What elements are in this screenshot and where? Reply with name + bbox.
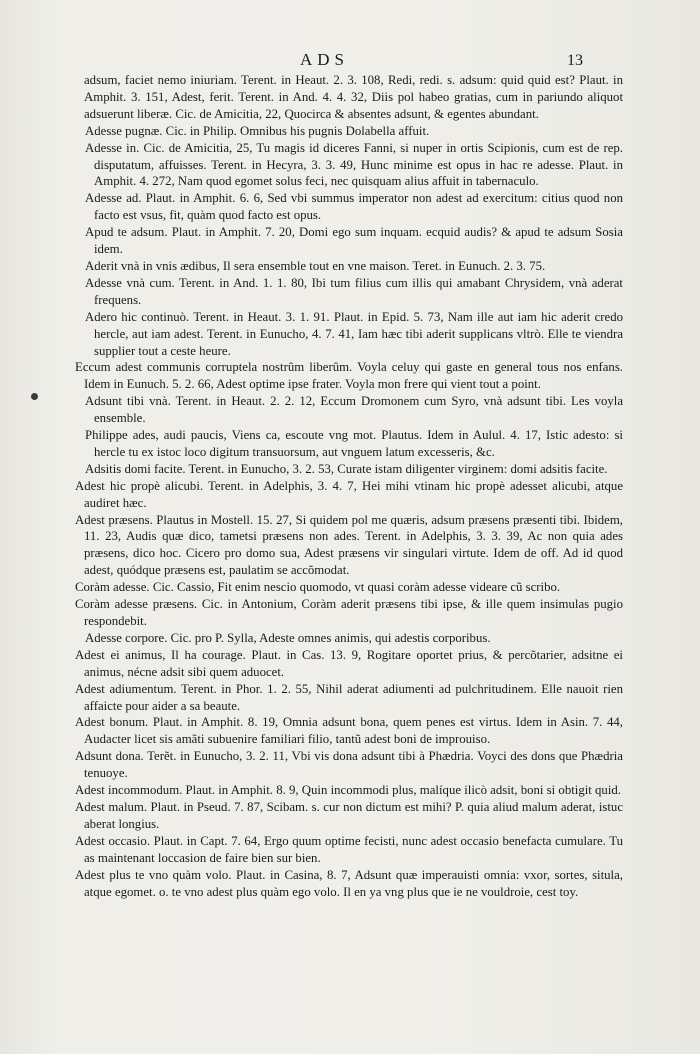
running-head [0, 50, 700, 74]
dictionary-entry: Coràm adesse præsens. Cic. in Antonium, Coràm aderit præsens tibi ipse, & ille quem insimulas pugio respondebit. [75, 597, 623, 628]
dictionary-entry: Apud te adsum. Plaut. in Amphit. 7. 20, Domi ego sum inquam. ecquid audis? & apud te adsum Sosia idem. [85, 225, 623, 257]
dictionary-entry: Adesse vnà cum. Terent. in And. 1. 1. 80, Ibi tum filius cum illis qui amabant Chrysidem, vnà aderat frequens. [85, 275, 623, 307]
dictionary-entry: Adest hic propè alicubi. Terent. in Adelphis, 3. 4. 7, Hei mihi vtinam hic propè adesset alicubi, atque audiret hæc. [75, 478, 623, 510]
dictionary-entry: Adest adiumentum. Terent. in Phor. 1. 2. 55, Nihil aderat adiumenti ad pulchritudinem. Elle nauoit rien affaicte pour aider a sa beaute. [75, 681, 623, 713]
dictionary-entry: Adest bonum. Plaut. in Amphit. 8. 19, Omnia adsunt bona, quem penes est virtus. Idem in Asin. 7. 44, Audacter licet sis amãti subuenire familiari filio, tantũ adest boni de improuiso. [75, 715, 623, 747]
dictionary-entry: Eccum adest communis corruptela nostrûm liberûm. Voyla celuy qui gaste en general tous nos enfans. Idem in Eunuch. 5. 2. 66, Adest optime ipse frater. Voyla mon frere qui vient tout a point. [75, 360, 623, 392]
dictionary-entry: Aderit vnà in vnis ædibus, Il sera ensemble tout en vne maison. Teret. in Eunuch. 2. 3. 75. [85, 258, 546, 273]
dictionary-entry: Adest ei animus, Il ha courage. Plaut. in Cas. 13. 9, Rogitare oportet prius, & percõtarier, adsitne ei animus, nécne adsit sibi quem aduocet. [75, 647, 623, 679]
dictionary-entry: Adest plus te vno quàm volo. Plaut. in Casina, 8. 7, Adsunt quæ imperauisti omnia: vxor, sortes, situla, atque egomet. o. te vno adest plus quàm ego volo. Il en ya vng plus que ie ne vouldroie, cest toy. [75, 867, 623, 899]
dictionary-entry: Adesse pugnæ. Cic. in Philip. Omnibus his pugnis Dolabella affuit. [85, 123, 430, 138]
dictionary-entry: Adero hic continuò. Terent. in Heaut. 3. 1. 91. Plaut. in Epid. 5. 73, Nam ille aut iam hic aderit credo hercle, aut iam adest. Terent. in Eunucho, 4. 7. 41, Iam hæc tibi aderit supplicans vltrò. Elle te viendra supplier tout a ceste heure. [85, 309, 623, 358]
dictionary-entry: adsum, faciet nemo iniuriam. Terent. in Heaut. 2. 3. 108, Redi, redi. s. adsum: quid quid est? Plaut. in Amphit. 3. 151, Adest, ferit. Terent. in And. 4. 4. 32, Diis pol habeo gratias, cum in pariundo aliquot adsuerunt liberæ. Cic. de Amicitia, 22, Quocirca & absentes adsunt, & egentes abundant. [84, 73, 623, 121]
dictionary-text-column [75, 72, 623, 900]
dictionary-entry: Coràm adesse. Cic. Cassio, Fit enim nescio quomodo, vt quasi coràm adesse videare cũ scribo. [75, 580, 561, 595]
ink-blot-mark [31, 393, 38, 400]
dictionary-entry: Adsitis domi facite. Terent. in Eunucho, 3. 2. 53, Curate istam diligenter virginem: domi adsitis facite. [85, 461, 608, 476]
dictionary-entry: Adsunt dona. Terẽt. in Eunucho, 3. 2. 11, Vbi vis dona adsunt tibi à Phædria. Voyci des dons que Phædria tenuoye. [75, 749, 623, 781]
dictionary-entry: Adesse in. Cic. de Amicitia, 25, Tu magis id diceres Fanni, si nuper in ortis Scipionis, cum est de rep. disputatum, affuisses. Terent. in Hecyra, 3. 3. 49, Hunc minime est opus in hac re adesse. Plaut. in Amphit. 4. 272, Nam quod egomet solus feci, nec quisquam alius affuit in tabernaculo. [85, 140, 623, 189]
dictionary-entry: Adsunt tibi vnà. Terent. in Heaut. 2. 2. 12, Eccum Dromonem cum Syro, vnà adsunt tibi. Les voyla ensemble. [85, 394, 623, 426]
dictionary-entry: Adesse ad. Plaut. in Amphit. 6. 6, Sed vbi summus imperator non adest ad exercitum: citius quod non facto est vsus, fit, quàm quod facto est opus. [85, 191, 623, 223]
dictionary-entry: Adest occasio. Plaut. in Capt. 7. 64, Ergo quum optime fecisti, nunc adest occasio benefacta cumulare. Tu as maintenant loccasion de faire bien sur bien. [75, 833, 623, 865]
dictionary-entry: Adest incommodum. Plaut. in Amphit. 8. 9, Quin incommodi plus, malíque ilicò adsit, boni si obtigit quid. [75, 783, 621, 798]
page-number: 13 [567, 52, 583, 69]
dictionary-entry: Adesse corpore. Cic. pro P. Sylla, Adeste omnes animis, qui adestis corporibus. [85, 630, 491, 645]
running-head-title: ADS [300, 50, 350, 69]
dictionary-entry: Philippe ades, audi paucis, Viens ca, escoute vng mot. Plautus. Idem in Aulul. 4. 17, Istic adesto: si hercle tu ex istoc loco digitum transuorsum, aut vnguem latum excesseris, &c. [85, 428, 623, 459]
dictionary-entry: Adest malum. Plaut. in Pseud. 7. 87, Scibam. s. cur non dictum est mihi? P. quia aliud malum aderat, istuc aberat longius. [75, 799, 623, 831]
dictionary-entry: Adest præsens. Plautus in Mostell. 15. 27, Si quidem pol me quæris, adsum præsens præsenti tibi. Ibidem, 11. 23, Audis quæ dico, tametsi præsens non ades. Terent. in Adelphis, 3. 3. 39, Ac non quia ades præsens, dico hoc. Cicero pro domo sua, Adest præsens vir singulari virtute. Idem de off. Ad id quod adest, quódque præsens est, paulatim se accõmodat. [75, 512, 623, 578]
